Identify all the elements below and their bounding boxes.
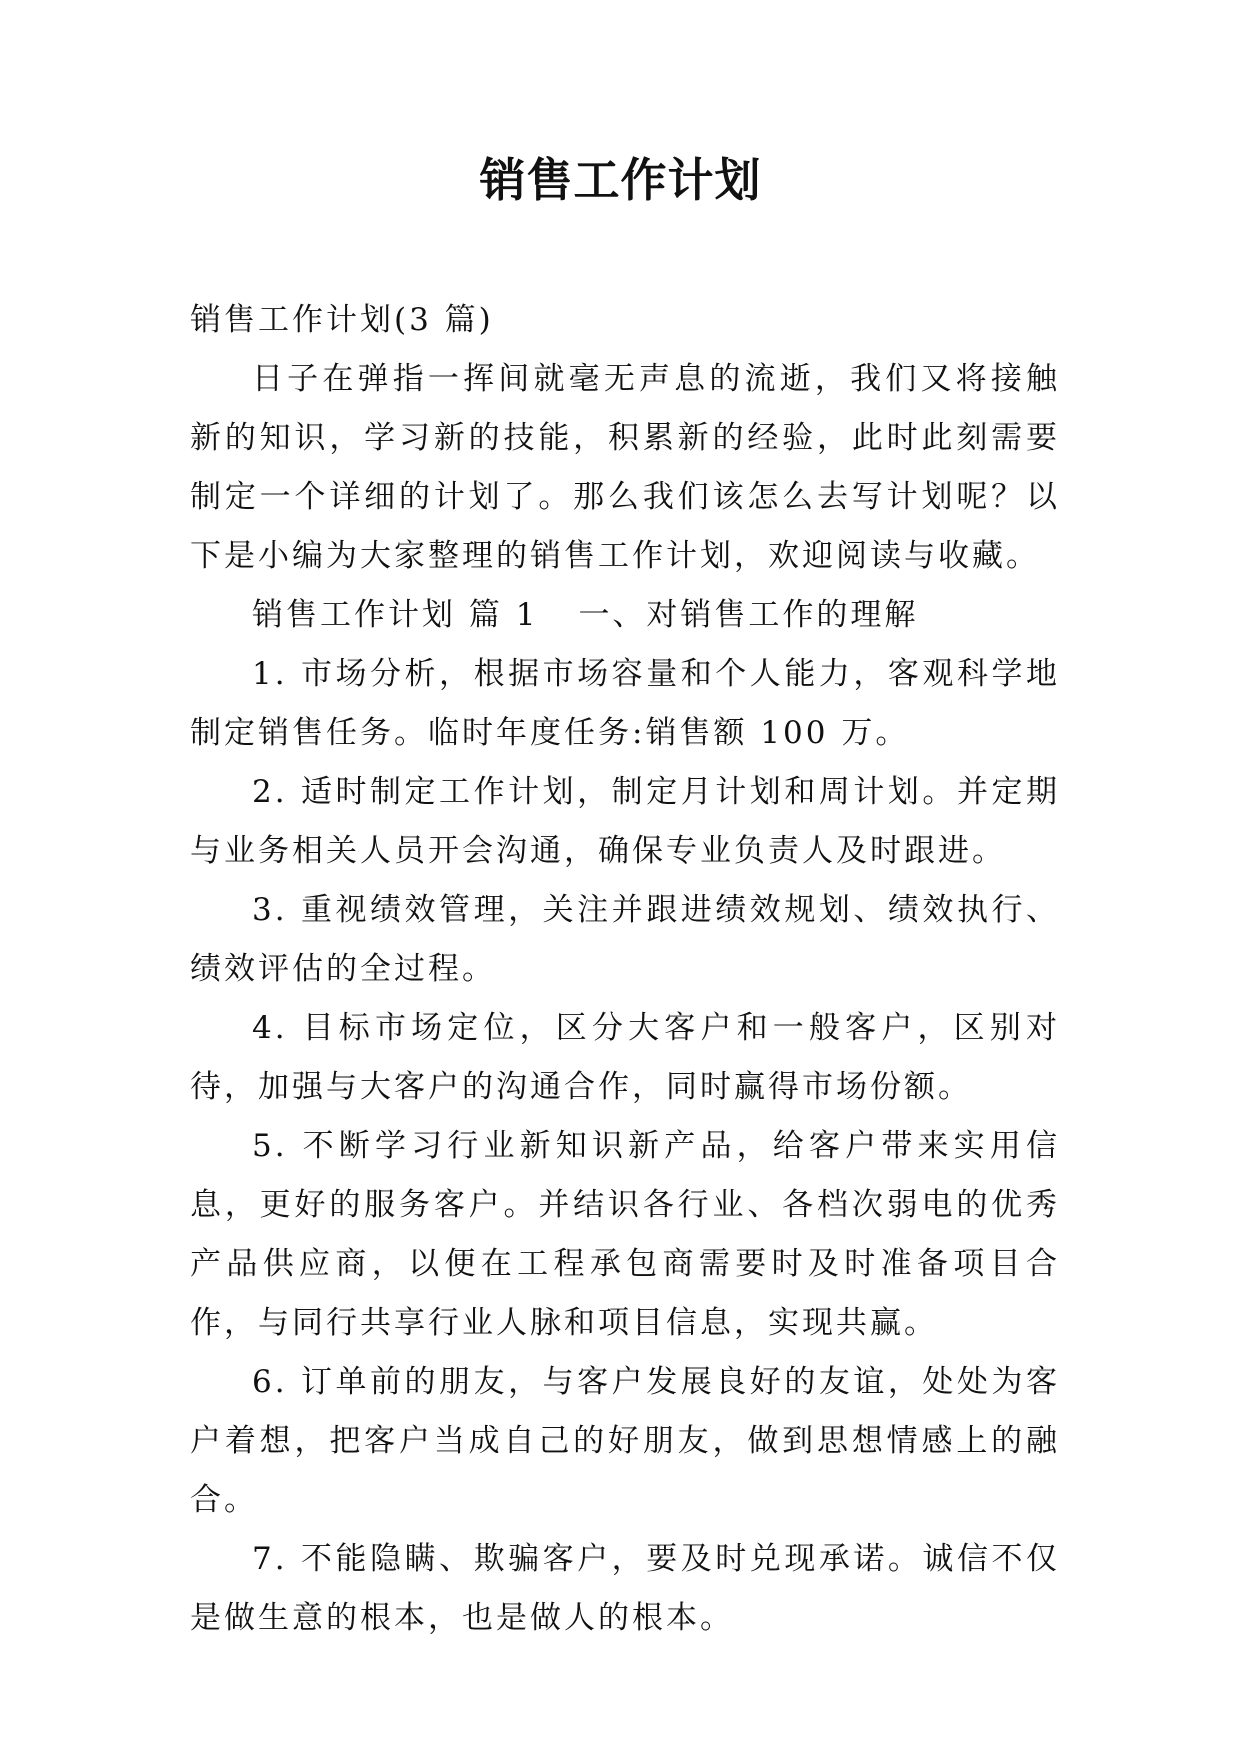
list-item: 2. 适时制定工作计划，制定月计划和周计划。并定期与业务相关人员开会沟通，确保专业负责人及时跟进。 — [190, 774, 1060, 869]
list-item: 1. 市场分析，根据市场容量和个人能力，客观科学地制定销售任务。临时年度任务:销售额 100 万。 — [190, 656, 1060, 751]
list-item: 6. 订单前的朋友，与客户发展良好的友谊，处处为客户着想，把客户当成自己的好朋友，做到思想情感上的融合。 — [190, 1364, 1060, 1518]
section-heading-line — [190, 586, 1060, 645]
document-subtitle: 销售工作计划(3 篇) — [190, 302, 494, 338]
section-heading: 一、对销售工作的理解 — [578, 597, 919, 633]
list-item: 5. 不断学习行业新知识新产品，给客户带来实用信息，更好的服务客户。并结识各行业、各档次弱电的优秀产品供应商，以便在工程承包商需要时及时准备项目合作，与同行共享行业人脉和项目信息，实现共赢。 — [190, 1128, 1060, 1341]
list-item: 4. 目标市场定位，区分大客户和一般客户，区别对待，加强与大客户的沟通合作，同时赢得市场份额。 — [190, 1010, 1060, 1105]
document-body — [190, 291, 1060, 1648]
list-item: 7. 不能隐瞒、欺骗客户，要及时兑现承诺。诚信不仅是做生意的根本，也是做人的根本。 — [190, 1541, 1060, 1636]
section-label: 销售工作计划 篇 1 — [252, 597, 539, 633]
document-title: 销售工作计划 — [479, 153, 762, 207]
list-item: 3. 重视绩效管理，关注并跟进绩效规划、绩效执行、绩效评估的全过程。 — [190, 892, 1060, 987]
intro-paragraph: 日子在弹指一挥间就毫无声息的流逝，我们又将接触新的知识，学习新的技能，积累新的经验，此时此刻需要制定一个详细的计划了。那么我们该怎么去写计划呢？以下是小编为大家整理的销售工作计划，欢迎阅读与收藏。 — [190, 361, 1060, 574]
